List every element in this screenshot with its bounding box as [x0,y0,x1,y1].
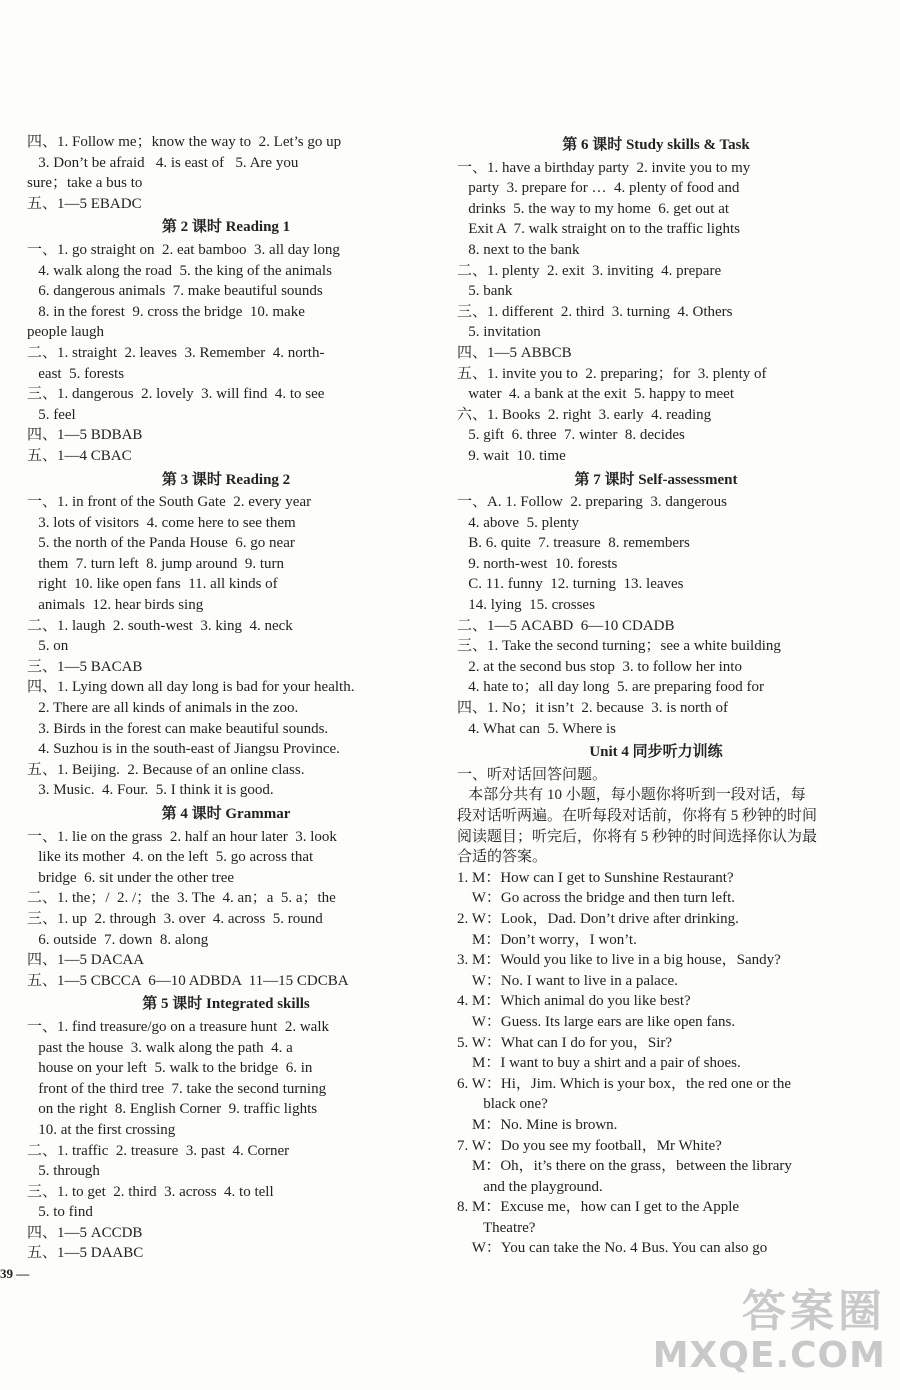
answer-line: 10. at the first crossing [27,1121,176,1138]
answer-line: 四、1—5 ACCDB [27,1224,143,1241]
answer-line: past the house 3. walk along the path 4. a [27,1039,293,1056]
answer-line: 一、1. have a birthday party 2. invite you to my [457,159,751,176]
answer-line: 四、1. No；it isn’t 2. because 3. is north of [457,700,728,717]
answer-line: party 3. prepare for … 4. plenty of food and [457,180,740,197]
answer-line: 四、1. Lying down all day long is bad for your health. [27,679,355,696]
answer-line: C. 11. funny 12. turning 13. leaves [457,576,684,593]
answer-line: W：Go across the bridge and then turn left. [457,890,735,907]
answer-line: 2. There are all kinds of animals in the zoo. [27,700,299,717]
watermark-logo [653,1288,886,1376]
answer-line: W：No. I want to live in a palace. [457,972,678,989]
answer-line: them 7. turn left 8. jump around 9. turn [27,555,285,572]
answer-line: house on your left 5. walk to the bridge 6. in [27,1060,313,1077]
left-column [27,132,425,1264]
answer-line: 5. feel [27,406,76,423]
answer-line: sure；take a bus to [27,175,143,192]
answer-line: 四、1. Follow me；know the way to 2. Let’s go up [27,134,342,150]
answer-line: 2. W：Look，Dad. Don’t drive after drinking. [457,910,739,927]
answer-line: 9. wait 10. time [457,447,566,464]
answer-line: 5. bank [457,283,513,300]
section-heading: 第 3 课时 Reading 2 [161,471,291,488]
answer-line: 三、1. dangerous 2. lovely 3. will find 4. to see [27,386,325,403]
answer-line: 3. Music. 4. Four. 5. I think it is good. [27,782,274,799]
answer-line: bridge 6. sit under the other tree [27,869,235,886]
answer-line: and the playground. [457,1178,603,1195]
answer-line: 二、1. laugh 2. south-west 3. king 4. neck [27,617,293,634]
answer-line: 4. walk along the road 5. the king of the animals [27,262,332,279]
answer-line: M：No. Mine is brown. [457,1116,618,1133]
answer-line: 5. invitation [457,324,541,341]
answer-line: 四、1—5 BDBAB [27,427,143,444]
watermark-url: MXQE.COM [652,1335,886,1376]
right-column [457,132,855,1259]
answer-line: 4. Suzhou is in the south-east of Jiangsu Province. [27,741,340,758]
answer-line: 2. at the second bus stop 3. to follow her into [457,658,742,675]
answer-line: 5. the north of the Panda House 6. go near [27,535,295,552]
answer-line: 6. outside 7. down 8. along [27,931,209,948]
answer-line: 二、1. traffic 2. treasure 3. past 4. Corner [27,1142,290,1159]
answer-line: W：Guess. Its large ears are like open fans. [457,1013,736,1030]
answer-line: animals 12. hear birds sing [27,597,204,614]
answer-line: Theatre? [457,1219,536,1236]
answer-line: M：Don’t worry，I won’t. [457,931,637,948]
answer-line: 4. hate to；all day long 5. are preparing food for [457,679,764,696]
section-heading: 第 5 课时 Integrated skills [142,996,310,1013]
answer-line: 9. north-west 10. forests [457,555,618,572]
answer-line: 三、1. up 2. through 3. over 4. across 5. round [27,910,323,927]
answer-line: 8. next to the bank [457,241,580,258]
section-heading: 第 7 课时 Self-assessment [574,471,738,488]
answer-line: water 4. a bank at the exit 5. happy to meet [457,386,734,403]
answer-line: 8. in the forest 9. cross the bridge 10. make [27,303,305,320]
answer-line: 三、1—5 BACAB [27,658,143,675]
answer-line: 五、1—4 CBAC [27,447,132,464]
answer-line: black one? [457,1096,548,1113]
answer-line: like its mother 4. on the left 5. go across that [27,849,314,866]
answer-line: W：You can take the No. 4 Bus. You can also go [457,1240,768,1257]
answer-line: 一、1. lie on the grass 2. half an hour later 3. look [27,828,337,845]
answer-line: 二、1. plenty 2. exit 3. inviting 4. prepare [457,262,722,279]
answer-line: 8. M：Excuse me，how can I get to the Apple [457,1199,740,1216]
answer-line: 4. M：Which animal do you like best? [457,993,691,1010]
answer-line: 段对话听两遍。在听每段对话前，你将有 5 秒钟的时间 [457,808,818,824]
answer-line: 14. lying 15. crosses [457,597,595,614]
answer-line: 6. W：Hi，Jim. Which is your box，the red one or the [457,1075,791,1092]
answer-line: 四、1—5 DACAA [27,952,145,969]
answer-line: 3. Birds in the forest can make beautiful sounds. [27,720,329,737]
answer-line: 二、1—5 ACABD 6—10 CDADB [457,617,675,634]
answer-line: 一、听对话回答问题。 [457,766,608,783]
answer-line: 本部分共有 10 小题，每小题你将听到一段对话，每 [457,787,806,804]
answer-line: on the right 8. English Corner 9. traffic lights [27,1101,318,1118]
page-number: 39 — [0,1266,30,1281]
answer-line: 4. above 5. plenty [457,514,580,531]
answer-line: 1. M：How can I get to Sunshine Restaurant? [457,869,734,886]
answer-line: 5. on [27,638,69,655]
answer-line: 五、1. invite you to 2. preparing；for 3. plenty of [457,365,767,382]
answer-line: 3. lots of visitors 4. come here to see them [27,514,296,531]
answer-line: 五、1—5 DAABC [27,1245,144,1262]
answer-line: 合适的答案。 [457,849,548,866]
answer-line: 5. W：What can I do for you，Sir? [457,1034,673,1051]
answer-line: 5. through [27,1163,100,1180]
answer-line: M：Oh，it’s there on the grass，between the library [457,1158,792,1175]
answer-line: 二、1. straight 2. leaves 3. Remember 4. north- [27,344,325,361]
answer-line: 7. W：Do you see my football，Mr White? [457,1137,722,1154]
answer-line: 一、A. 1. Follow 2. preparing 3. dangerous [457,494,727,511]
answer-line: M：I want to buy a shirt and a pair of shoes. [457,1055,741,1072]
answer-line: 6. dangerous animals 7. make beautiful sounds [27,283,323,300]
answer-line: 3. Don’t be afraid 4. is east of 5. Are you [27,154,299,171]
answer-line: 阅读题目；听完后，你将有 5 秒钟的时间选择你认为最 [457,828,818,845]
answer-line: drinks 5. the way to my home 6. get out at [457,200,730,217]
answer-line: front of the third tree 7. take the second turning [27,1080,327,1097]
answer-line: 一、1. find treasure/go on a treasure hunt 2. walk [27,1018,329,1035]
answer-line: 五、1—5 CBCCA 6—10 ADBDA 11—15 CDCBA [27,972,349,989]
section-heading: 第 6 课时 Study skills & Task [562,137,750,153]
answer-line: 4. What can 5. Where is [457,720,616,737]
answer-line: 六、1. Books 2. right 3. early 4. reading [457,406,712,423]
answer-line: 五、1—5 EBADC [27,195,142,212]
watermark-title: 答案圈 [742,1286,886,1337]
answer-line: 一、1. in front of the South Gate 2. every year [27,494,312,511]
answer-line: Exit A 7. walk straight on to the traffic lights [457,221,741,238]
answer-line: 五、1. Beijing. 2. Because of an online class. [27,761,305,778]
section-heading: 第 2 课时 Reading 1 [161,219,291,236]
answer-line: 三、1. different 2. third 3. turning 4. Others [457,303,733,320]
answer-line: 一、1. go straight on 2. eat bamboo 3. all day long [27,241,340,258]
section-heading: Unit 4 同步听力训练 [589,744,723,761]
answer-line: 三、1. Take the second turning；see a white building [457,638,781,655]
answer-line: 四、1—5 ABBCB [457,344,572,361]
answer-line: 5. to find [27,1204,93,1221]
answer-line: 5. gift 6. three 7. winter 8. decides [457,427,685,444]
answer-line: 三、1. to get 2. third 3. across 4. to tell [27,1183,274,1200]
answer-line: 二、1. the；/ 2. /；the 3. The 4. an；a 5. a；the [27,890,336,907]
answer-line: 3. M：Would you like to live in a big house，Sandy? [457,952,781,969]
answer-line: people laugh [27,324,105,341]
answer-line: east 5. forests [27,365,125,382]
section-heading: 第 4 课时 Grammar [161,806,291,822]
answer-line: right 10. like open fans 11. all kinds of [27,576,278,593]
answer-line: B. 6. quite 7. treasure 8. remembers [457,535,690,552]
